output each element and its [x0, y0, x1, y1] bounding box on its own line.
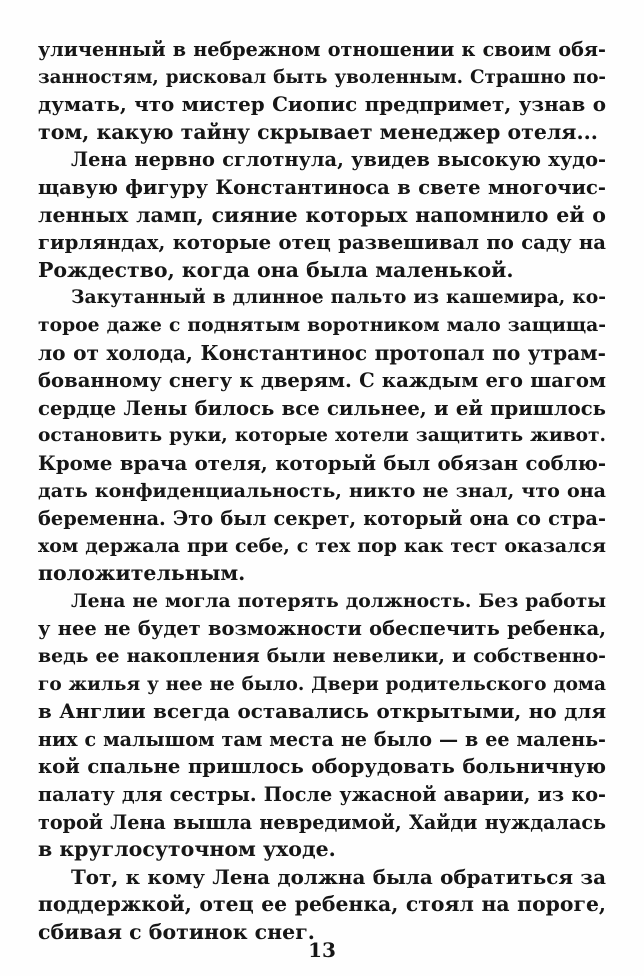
text-line: занностям, рисковал быть уволенным. Страшно по-	[38, 66, 606, 88]
text-line: уличенный в небрежном отношении к своим обя-	[38, 38, 606, 61]
text-line: щавую фигуру Константиноса в свете многочис-	[38, 175, 606, 199]
text-line: бованному снегу к дверям. С каждым его шагом	[38, 369, 606, 393]
text-line: Лена нервно сглотнула, увидев высокую худо-	[71, 148, 606, 172]
text-line: Закутанный в длинное пальто из кашемира, ко-	[71, 286, 606, 309]
text-line: них с малышом там места не было — в ее малень-	[38, 727, 606, 751]
paragraph-5	[38, 864, 606, 947]
paragraph-2	[38, 146, 606, 284]
text-line: гирляндах, которые отец развешивал по саду на	[38, 231, 606, 255]
text-line: думать, что мистер Сиопис предпримет, узнав о	[38, 92, 606, 117]
text-line: Рождество, когда она была маленькой.	[38, 257, 514, 282]
text-line: сбивая с ботинок снег.	[38, 920, 315, 944]
text-line: том, какую тайну скрывает менеджер отеля...	[38, 119, 598, 144]
text-line: поддержкой, отец ее ребенка, стоял на пороге,	[38, 892, 606, 917]
text-line: ло от холода, Константинос протопал по утрам-	[38, 340, 606, 365]
text-line: хом держала при себе, с тех пор как тест оказался	[38, 534, 606, 557]
text-line: торой Лена вышла невредимой, Хайди нуждалась	[38, 810, 606, 834]
text-line: го жилья у нее не было. Двери родительского дома	[38, 673, 606, 695]
text-line: остановить руки, которые хотели защитить живот.	[38, 425, 606, 447]
text-line: Лена не могла потерять должность. Без работы	[71, 589, 606, 612]
text-line: положительным.	[38, 561, 246, 586]
text-line: у нее не будет возможности обеспечить ребенка,	[38, 617, 606, 641]
text-line: в круглосуточном уходе.	[38, 837, 336, 862]
paragraph-1	[38, 36, 606, 146]
text-line: в Англии всегда оставались открытыми, но для	[38, 699, 606, 724]
text-line: ведь ее накопления были невелики, и собственно-	[38, 645, 606, 668]
text-line: ленных ламп, сияние которых напомнило ей о	[38, 202, 606, 227]
text-line: дать конфиденциальность, никто не знал, что она	[38, 479, 606, 502]
body-text	[38, 36, 606, 947]
text-line: торое даже с поднятым воротником мало защища-	[38, 313, 606, 336]
page-number: 13	[308, 938, 336, 962]
text-line: беременна. Это был секрет, который она со стра-	[38, 507, 606, 531]
text-line: палату для сестры. После ужасной аварии, из ко-	[38, 783, 606, 807]
text-line: кой спальне пришлось оборудовать больничную	[38, 755, 606, 779]
paragraph-4	[38, 588, 606, 864]
paragraph-3	[38, 284, 606, 588]
text-line: Кроме врача отеля, который был обязан соблю-	[38, 451, 606, 475]
text-line: сердце Лены билось все сильнее, и ей пришлось	[38, 396, 606, 420]
text-line: Тот, к кому Лена должна была обратиться за	[71, 864, 606, 889]
